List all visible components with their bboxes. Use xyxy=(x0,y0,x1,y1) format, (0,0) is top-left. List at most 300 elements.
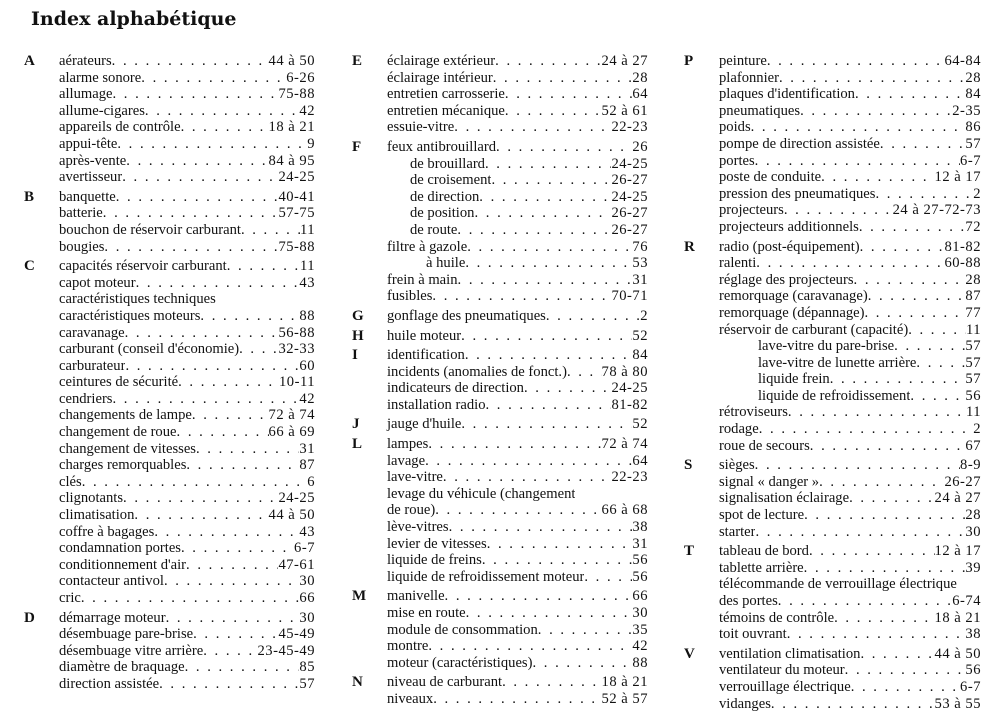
letter-group xyxy=(352,347,648,413)
entry-term: rodage xyxy=(719,421,759,438)
dot-leader xyxy=(181,119,269,136)
dot-leader xyxy=(788,404,966,421)
index-entry xyxy=(24,626,315,643)
index-entry xyxy=(24,222,315,239)
dot-leader xyxy=(185,659,300,676)
dot-leader xyxy=(487,536,633,553)
entry-pages: 2 xyxy=(640,307,648,324)
entry-pages: 52 xyxy=(632,416,648,433)
entry-pages: 2-35 xyxy=(952,102,981,119)
entry-pages: 66 xyxy=(632,588,648,605)
index-entry xyxy=(24,291,315,308)
entry-term: cendriers xyxy=(59,390,113,407)
entry-pages: 42 xyxy=(632,638,648,655)
letter-group xyxy=(352,436,648,585)
index-entry xyxy=(24,119,315,136)
index-entry xyxy=(352,70,648,87)
entry-term: ceintures de sécurité xyxy=(59,374,179,391)
entry-term: capot moteur xyxy=(59,274,136,291)
entry-term: télécommande de verrouillage électrique xyxy=(719,576,957,593)
dot-leader xyxy=(445,588,633,605)
index-entry xyxy=(352,519,648,536)
entry-term: huile moteur xyxy=(387,327,462,344)
dot-leader xyxy=(428,436,601,453)
entry-pages: 64-84 xyxy=(944,53,981,69)
entry-term: témoins de contrôle xyxy=(719,609,835,626)
entry-pages: 24-25 xyxy=(278,490,315,507)
entry-pages: 84 xyxy=(965,86,981,103)
entry-term: module de consommation xyxy=(387,621,538,638)
entry-term: de direction xyxy=(410,188,480,205)
section-letter: B xyxy=(24,188,35,205)
entry-pages: 60 xyxy=(299,357,315,374)
index-entry xyxy=(352,536,648,553)
dot-leader xyxy=(819,474,944,491)
dot-leader xyxy=(125,325,279,342)
entry-pages: 28 xyxy=(965,271,981,288)
entry-term: conditionnement d'air xyxy=(59,556,187,573)
dot-leader xyxy=(474,205,611,222)
dot-leader xyxy=(756,255,944,272)
entry-pages: 24 à 27 xyxy=(601,53,648,69)
entry-pages: 11 xyxy=(299,221,315,238)
entry-pages: 30 xyxy=(965,523,981,540)
dot-leader xyxy=(849,490,934,507)
dot-leader xyxy=(227,258,300,275)
index-entry xyxy=(684,524,981,541)
index-entry xyxy=(684,474,981,491)
entry-term: vidanges xyxy=(719,695,771,712)
entry-pages: 30 xyxy=(299,573,315,590)
entry-term: diamètre de braquage xyxy=(59,659,185,676)
dot-leader xyxy=(755,153,960,170)
index-entry xyxy=(684,103,981,120)
index-entry xyxy=(684,404,981,421)
entry-pages: 42 xyxy=(299,102,315,119)
index-entry xyxy=(684,560,981,577)
index-entry xyxy=(24,524,315,541)
index-entry xyxy=(684,696,981,713)
index-column-1 xyxy=(24,53,315,696)
dot-leader xyxy=(467,239,632,256)
entry-term: levier de vitesses xyxy=(387,535,487,552)
entry-pages: 30 xyxy=(299,609,315,626)
entry-term: entretien mécanique xyxy=(387,102,505,119)
entry-pages: 40-41 xyxy=(278,188,315,205)
entry-term: de croisement xyxy=(410,172,492,189)
entry-pages: 38 xyxy=(632,519,648,536)
entry-term: projecteurs additionnels xyxy=(719,218,859,235)
index-entry xyxy=(352,255,648,272)
index-entry xyxy=(684,593,981,610)
entry-pages: 2 xyxy=(973,421,981,438)
entry-pages: 10-11 xyxy=(278,374,315,391)
entry-term: poids xyxy=(719,119,751,136)
letter-group xyxy=(352,139,648,305)
dot-leader xyxy=(239,341,278,358)
index-entry xyxy=(352,239,648,256)
dot-leader xyxy=(502,674,601,691)
index-entry xyxy=(684,457,981,474)
entry-pages: 57-75 xyxy=(278,205,315,222)
entry-term: starter xyxy=(719,523,756,540)
dot-leader xyxy=(166,610,300,627)
entry-term: allumage xyxy=(59,86,113,103)
dot-leader xyxy=(771,696,935,713)
letter-group xyxy=(352,308,648,325)
entry-pages: 64 xyxy=(632,452,648,469)
index-entry xyxy=(684,388,981,405)
index-entry xyxy=(24,169,315,186)
index-entry xyxy=(352,674,648,691)
dot-leader xyxy=(860,239,945,256)
entry-term: liquide de freins xyxy=(387,552,482,569)
entry-pages: 24-25 xyxy=(611,188,648,205)
entry-term: désembuage pare-brise xyxy=(59,626,194,643)
index-entry xyxy=(352,272,648,289)
dot-leader xyxy=(787,626,966,643)
dot-leader xyxy=(432,288,611,305)
entry-pages: 26-27 xyxy=(611,205,648,222)
entry-term: de route xyxy=(410,221,458,238)
section-letter: C xyxy=(24,258,35,275)
entry-term: signal « danger » xyxy=(719,473,820,490)
dot-leader xyxy=(821,169,934,186)
entry-pages: 28 xyxy=(965,507,981,524)
entry-term: portes xyxy=(719,152,755,169)
dot-leader xyxy=(834,610,934,627)
entry-term: changement de roue xyxy=(59,424,177,441)
index-entry xyxy=(24,374,315,391)
dot-leader xyxy=(123,490,278,507)
entry-term: remorquage (caravanage) xyxy=(719,288,868,305)
entry-pages: 56 xyxy=(632,552,648,569)
dot-leader xyxy=(117,136,307,153)
dot-leader xyxy=(81,590,300,607)
index-entry xyxy=(24,424,315,441)
letter-group xyxy=(352,328,648,345)
entry-term: carburateur xyxy=(59,357,126,374)
index-entry xyxy=(684,153,981,170)
dot-leader xyxy=(894,338,965,355)
dot-leader xyxy=(196,441,299,458)
section-letter: E xyxy=(352,53,363,69)
dot-leader xyxy=(485,156,611,173)
entry-term: projecteurs xyxy=(719,202,784,219)
dot-leader xyxy=(461,328,632,345)
dot-leader xyxy=(908,322,966,339)
section-letter: S xyxy=(684,457,693,474)
entry-term: plaques d'identification xyxy=(719,86,855,103)
entry-term: réservoir de carburant (capacité) xyxy=(719,321,909,338)
entry-pages: 18 à 21 xyxy=(268,119,315,136)
entry-term: toit ouvrant xyxy=(719,626,787,643)
entry-pages: 70-71 xyxy=(611,288,648,305)
dot-leader xyxy=(751,119,966,136)
dot-leader xyxy=(875,186,973,203)
entry-term: ventilation climatisation xyxy=(719,645,861,662)
entry-term: identification xyxy=(387,347,465,364)
dot-leader xyxy=(767,53,945,70)
section-letter: A xyxy=(24,53,35,69)
entry-term: aérateurs xyxy=(59,53,112,69)
letter-group xyxy=(24,258,315,606)
entry-term: éclairage extérieur xyxy=(387,53,496,69)
dot-leader xyxy=(800,103,952,120)
dot-leader xyxy=(532,655,632,672)
dot-leader xyxy=(851,679,960,696)
entry-term: filtre à gazole xyxy=(387,238,468,255)
entry-pages: 56 xyxy=(632,568,648,585)
entry-term: pompe de direction assistée xyxy=(719,135,880,152)
dot-leader xyxy=(493,70,633,87)
entry-term: manivelle xyxy=(387,588,445,605)
index-entry xyxy=(24,457,315,474)
entry-term: appui-tête xyxy=(59,135,118,152)
dot-leader xyxy=(755,524,965,541)
dot-leader xyxy=(159,676,299,693)
dot-leader xyxy=(779,70,965,87)
entry-term: cric xyxy=(59,590,81,606)
index-entry xyxy=(352,205,648,222)
index-entry xyxy=(684,543,981,560)
entry-pages: 6 xyxy=(307,473,315,490)
section-letter: M xyxy=(352,588,367,605)
letter-group xyxy=(684,646,981,712)
entry-pages: 44 à 50 xyxy=(268,507,315,524)
dot-leader xyxy=(855,86,965,103)
entry-pages: 26 xyxy=(632,138,648,155)
entry-pages: 84 à 95 xyxy=(268,152,315,169)
entry-term: lave-vitre de lunette arrière xyxy=(758,354,917,371)
entry-term: levage du véhicule (changement xyxy=(387,485,576,502)
entry-term: ralenti xyxy=(719,255,757,272)
entry-pages: 85 xyxy=(299,659,315,676)
entry-term: jauge d'huile xyxy=(387,416,462,433)
entry-pages: 39 xyxy=(965,559,981,576)
entry-term: pneumatiques xyxy=(719,102,801,119)
entry-term: clés xyxy=(59,473,82,490)
entry-pages: 6-74 xyxy=(952,593,981,609)
dot-leader xyxy=(241,222,300,239)
index-entry xyxy=(684,490,981,507)
dot-leader xyxy=(584,569,632,586)
dot-leader xyxy=(141,70,286,87)
index-entry xyxy=(24,341,315,358)
entry-pages: 11 xyxy=(299,258,315,275)
dot-leader xyxy=(916,355,965,372)
index-entry xyxy=(352,119,648,136)
entry-term: charges remorquables xyxy=(59,457,187,474)
entry-term: poste de conduite xyxy=(719,169,822,186)
entry-term: niveau de carburant xyxy=(387,674,503,691)
dot-leader xyxy=(804,507,965,524)
entry-term: plafonnier xyxy=(719,69,779,86)
entry-pages: 75-88 xyxy=(278,238,315,255)
index-entry xyxy=(684,371,981,388)
letter-group xyxy=(684,239,981,455)
dot-leader xyxy=(145,103,300,120)
dot-leader xyxy=(495,53,601,70)
entry-pages: 24-25 xyxy=(611,380,648,397)
dot-leader xyxy=(465,255,632,272)
index-entry xyxy=(684,239,981,256)
dot-leader xyxy=(433,691,601,708)
dot-leader xyxy=(804,560,966,577)
index-entry xyxy=(24,573,315,590)
entry-pages: 88 xyxy=(632,654,648,671)
entry-term: de roue) xyxy=(387,502,436,519)
entry-term: lavage xyxy=(387,452,426,469)
entry-term: mise en route xyxy=(387,605,466,621)
index-entry xyxy=(352,436,648,453)
entry-term: éclairage intérieur xyxy=(387,69,493,86)
dot-leader xyxy=(567,364,602,381)
section-letter: J xyxy=(352,416,360,433)
entry-pages: 57 xyxy=(965,135,981,152)
entry-pages: 9 xyxy=(307,135,315,152)
entry-term: montre xyxy=(387,638,429,655)
index-entry xyxy=(684,186,981,203)
dot-leader xyxy=(122,169,278,186)
index-entry xyxy=(24,136,315,153)
entry-term: caravanage xyxy=(59,324,125,341)
index-column-2 xyxy=(352,53,648,711)
entry-term: tableau de bord xyxy=(719,543,809,560)
letter-group xyxy=(24,610,315,693)
entry-pages: 11 xyxy=(965,404,981,421)
entry-term: condamnation portes xyxy=(59,540,181,557)
section-letter: P xyxy=(684,53,694,69)
dot-leader xyxy=(505,103,602,120)
index-entry xyxy=(352,416,648,433)
index-entry xyxy=(352,308,648,325)
entry-pages: 44 à 50 xyxy=(934,645,981,662)
section-letter: L xyxy=(352,436,363,453)
index-entry xyxy=(352,380,648,397)
entry-pages: 86 xyxy=(965,119,981,136)
entry-term: carburant (conseil d'économie) xyxy=(59,341,240,358)
entry-pages: 45-49 xyxy=(278,626,315,643)
index-entry xyxy=(684,288,981,305)
entry-pages: 72 à 74 xyxy=(601,436,648,453)
dot-leader xyxy=(425,453,632,470)
entry-term: remorquage (dépannage) xyxy=(719,304,865,321)
entry-term: sièges xyxy=(719,457,755,474)
index-entry xyxy=(684,119,981,136)
entry-term: lève-vitres xyxy=(387,519,449,536)
entry-term: de position xyxy=(410,205,475,222)
entry-pages: 31 xyxy=(632,535,648,552)
entry-pages: 88 xyxy=(299,307,315,324)
dot-leader xyxy=(496,139,632,156)
entry-pages: 31 xyxy=(632,271,648,288)
entry-term: spot de lecture xyxy=(719,507,805,524)
dot-leader xyxy=(186,457,299,474)
index-entry xyxy=(684,421,981,438)
index-entry xyxy=(684,626,981,643)
index-entry xyxy=(24,590,315,607)
letter-group xyxy=(352,53,648,136)
dot-leader xyxy=(126,153,268,170)
letter-group xyxy=(684,53,981,236)
index-entry xyxy=(684,219,981,236)
dot-leader xyxy=(778,593,952,610)
entry-pages: 57 xyxy=(965,354,981,371)
entry-pages: 72 xyxy=(965,218,981,235)
dot-leader xyxy=(784,202,893,219)
entry-pages: 72 à 74 xyxy=(268,407,315,424)
entry-pages: 64 xyxy=(632,86,648,103)
index-entry xyxy=(24,676,315,693)
entry-term: caractéristiques moteurs xyxy=(59,307,201,324)
index-entry xyxy=(684,576,981,593)
index-entry xyxy=(684,507,981,524)
entry-term: roue de secours xyxy=(719,437,810,454)
dot-leader xyxy=(112,53,269,70)
letter-group xyxy=(24,53,315,186)
dot-leader xyxy=(546,308,640,325)
dot-leader xyxy=(136,275,300,292)
dot-leader xyxy=(524,380,611,397)
index-entry xyxy=(24,308,315,325)
index-entry xyxy=(684,169,981,186)
entry-pages: 42 xyxy=(299,390,315,407)
dot-leader xyxy=(113,86,279,103)
section-letter: H xyxy=(352,327,364,344)
index-entry xyxy=(24,86,315,103)
section-letter: R xyxy=(684,238,695,255)
dot-leader xyxy=(116,189,279,206)
entry-term: caractéristiques techniques xyxy=(59,291,216,308)
section-letter: I xyxy=(352,347,358,364)
letter-group xyxy=(352,588,648,671)
dot-leader xyxy=(479,189,611,206)
dot-leader xyxy=(491,172,611,189)
entry-term: capacités réservoir carburant xyxy=(59,258,227,275)
entry-term: incidents (anomalies de fonct.) xyxy=(387,363,567,380)
index-entry xyxy=(352,588,648,605)
index-entry xyxy=(352,605,648,622)
entry-term: liquide frein xyxy=(758,371,830,388)
dot-leader xyxy=(428,638,632,655)
entry-pages: 6-7 xyxy=(294,540,315,557)
entry-pages: 28 xyxy=(632,69,648,86)
dot-leader xyxy=(505,86,633,103)
dot-leader xyxy=(860,646,934,663)
entry-term: bougies xyxy=(59,238,105,255)
index-entry xyxy=(24,239,315,256)
index-entry xyxy=(24,474,315,491)
entry-pages: 12 à 17 xyxy=(934,543,981,560)
entry-pages: 60-88 xyxy=(944,255,981,272)
section-letter: D xyxy=(24,609,35,626)
entry-pages: 26-27 xyxy=(944,473,981,490)
index-entry xyxy=(352,486,648,503)
index-entry xyxy=(352,691,648,708)
entry-term: alarme sonore xyxy=(59,69,142,86)
entry-term: désembuage vitre arrière xyxy=(59,642,204,659)
dot-leader xyxy=(809,543,935,560)
dot-leader xyxy=(864,305,965,322)
index-entry xyxy=(24,407,315,424)
page-title: Index alphabétique xyxy=(31,8,237,30)
entry-pages: 6-26 xyxy=(286,69,315,86)
entry-pages: 43 xyxy=(299,523,315,540)
entry-term: verrouillage électrique xyxy=(719,678,851,695)
index-entry xyxy=(24,275,315,292)
dot-leader xyxy=(465,347,633,364)
